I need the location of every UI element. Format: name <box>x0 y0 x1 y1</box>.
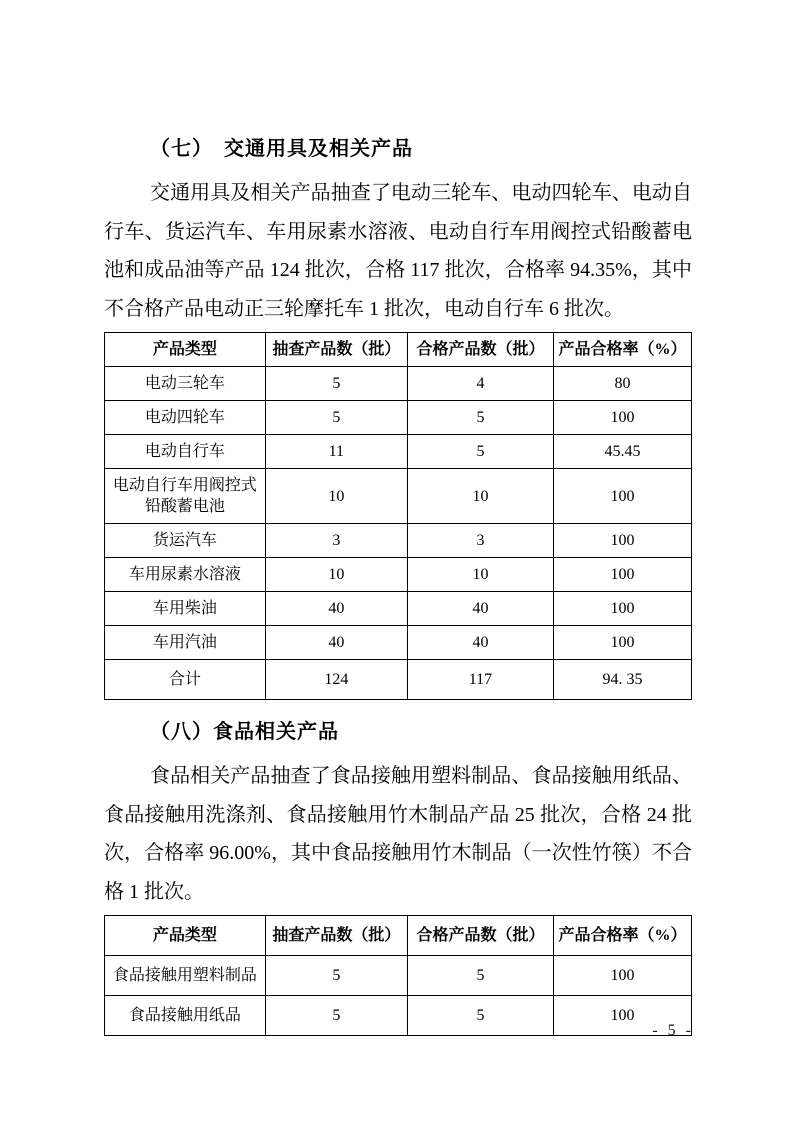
value-cell: 100 <box>554 401 692 435</box>
value-cell: 5 <box>265 367 407 401</box>
section-7-heading: （七） 交通用具及相关产品 <box>150 138 413 160</box>
column-header: 合格产品数（批） <box>407 333 553 367</box>
table-row <box>105 592 692 626</box>
value-cell: 3 <box>265 524 407 558</box>
product-type-cell: 货运汽车 <box>105 524 266 558</box>
value-cell: 4 <box>407 367 553 401</box>
table-row <box>105 558 692 592</box>
value-cell: 124 <box>265 660 407 700</box>
page-content <box>104 136 692 1036</box>
value-cell: 10 <box>407 558 553 592</box>
section-7-table <box>104 332 692 700</box>
value-cell: 40 <box>265 592 407 626</box>
value-cell: 40 <box>407 626 553 660</box>
value-cell: 5 <box>407 401 553 435</box>
product-type-cell: 电动自行车用阀控式铅酸蓄电池 <box>105 469 266 524</box>
table-total-row <box>105 660 692 700</box>
value-cell: 100 <box>554 956 692 996</box>
product-type-cell: 合计 <box>105 660 266 700</box>
product-type-cell: 电动四轮车 <box>105 401 266 435</box>
column-header: 产品类型 <box>105 333 266 367</box>
product-type-cell: 车用汽油 <box>105 626 266 660</box>
table-row <box>105 956 692 996</box>
value-cell: 5 <box>265 996 407 1036</box>
value-cell: 5 <box>265 401 407 435</box>
value-cell: 5 <box>407 956 553 996</box>
value-cell: 100 <box>554 524 692 558</box>
value-cell: 5 <box>407 435 553 469</box>
table-row <box>105 996 692 1036</box>
product-type-cell: 电动三轮车 <box>105 367 266 401</box>
value-cell: 100 <box>554 996 692 1036</box>
value-cell: 45.45 <box>554 435 692 469</box>
table-row <box>105 469 692 524</box>
value-cell: 100 <box>554 469 692 524</box>
value-cell: 5 <box>407 996 553 1036</box>
section-7-paragraph: 交通用具及相关产品抽查了电动三轮车、电动四轮车、电动自行车、货运汽车、车用尿素水溶液、电动自行车用阀控式铅酸蓄电池和成品油等产品 124 批次，合格 117 批次，合格率 94.35%，其中不合格产品电动正三轮摩托车 1 批次，电动自行车 6 批次。 <box>104 182 692 320</box>
value-cell: 100 <box>554 592 692 626</box>
table-header-row <box>105 333 692 367</box>
value-cell: 10 <box>265 558 407 592</box>
column-header: 产品合格率（%） <box>554 333 692 367</box>
table-header-row <box>105 916 692 956</box>
page-number: - 5 - <box>652 1022 694 1039</box>
column-header: 合格产品数（批） <box>407 916 553 956</box>
table-row <box>105 524 692 558</box>
column-header: 抽查产品数（批） <box>265 916 407 956</box>
value-cell: 40 <box>407 592 553 626</box>
value-cell: 117 <box>407 660 553 700</box>
column-header: 抽查产品数（批） <box>265 333 407 367</box>
value-cell: 40 <box>265 626 407 660</box>
column-header: 产品类型 <box>105 916 266 956</box>
product-type-cell: 食品接触用塑料制品 <box>105 956 266 996</box>
value-cell: 100 <box>554 626 692 660</box>
section-8-table <box>104 915 692 1036</box>
table-row <box>105 401 692 435</box>
value-cell: 10 <box>407 469 553 524</box>
column-header: 产品合格率（%） <box>554 916 692 956</box>
product-type-cell: 车用柴油 <box>105 592 266 626</box>
section-8-paragraph: 食品相关产品抽查了食品接触用塑料制品、食品接触用纸品、食品接触用洗涤剂、食品接触用竹木制品产品 25 批次，合格 24 批次，合格率 96.00%，其中食品接触用竹木制品（一次性竹筷）不合格 1 批次。 <box>104 765 692 903</box>
table-row <box>105 626 692 660</box>
section-8-heading: （八）食品相关产品 <box>150 721 339 743</box>
value-cell: 80 <box>554 367 692 401</box>
value-cell: 94. 35 <box>554 660 692 700</box>
value-cell: 11 <box>265 435 407 469</box>
value-cell: 3 <box>407 524 553 558</box>
product-type-cell: 车用尿素水溶液 <box>105 558 266 592</box>
table-row <box>105 435 692 469</box>
product-type-cell: 电动自行车 <box>105 435 266 469</box>
value-cell: 5 <box>265 956 407 996</box>
table-row <box>105 367 692 401</box>
value-cell: 10 <box>265 469 407 524</box>
product-type-cell: 食品接触用纸品 <box>105 996 266 1036</box>
value-cell: 100 <box>554 558 692 592</box>
